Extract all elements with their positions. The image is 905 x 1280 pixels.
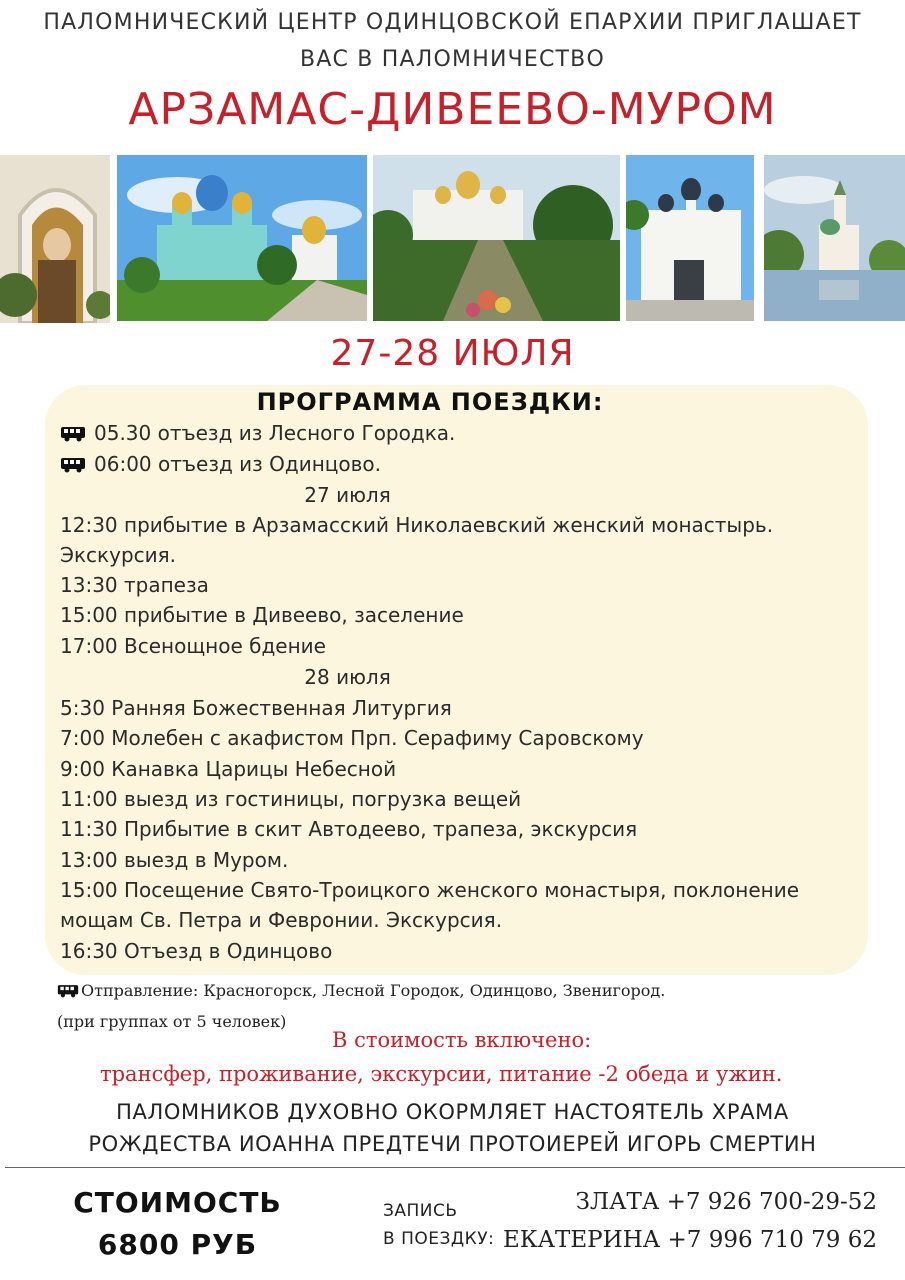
program-item: 17:00 Всенощное бдение [60, 634, 326, 658]
bus-icon [57, 983, 79, 1002]
program-item: Экскурсия. [60, 543, 177, 567]
departure-points-text: Отправление: Красногорск, Лесной Городок, Одинцово, Звенигород. [81, 981, 666, 1000]
contact-phone[interactable]: ЕКАТЕРИНА +7 996 710 79 62 [503, 1227, 877, 1253]
signup-label-1: ЗАПИСЬ [383, 1201, 458, 1221]
group-note: (при группах от 5 человек) [57, 1012, 287, 1031]
bus-icon [60, 454, 86, 478]
program-item: 13:30 трапеза [60, 573, 209, 597]
church-by-lake-photo [764, 155, 905, 321]
program-item: 11:30 Прибытие в скит Автодеево, трапеза, экскурсия [60, 817, 638, 841]
price-label: СТОИМОСТЬ [73, 1186, 282, 1219]
route-title: АРЗАМАС-ДИВЕЕВО-МУРОМ [128, 84, 777, 135]
included-text: трансфер, проживание, экскурсии, питание -2 обеда и ужин. [100, 1062, 783, 1086]
departure-points [57, 981, 665, 1002]
icon-shrine-photo [0, 155, 110, 323]
departure-2-text: 06:00 отъезд из Одинцово. [94, 452, 382, 476]
price-value: 6800 РУБ [97, 1228, 258, 1261]
header-line-2: ВАС В ПАЛОМНИЧЕСТВО [299, 47, 605, 72]
departure-1-text: 05.30 отъезд из Лесного Городка. [94, 421, 456, 445]
program-item: 7:00 Молебен с акафистом Прп. Серафиму Саровскому [60, 726, 644, 750]
program-departure-2 [60, 452, 860, 478]
trip-dates: 27-28 ИЮЛЯ [330, 333, 575, 374]
bus-icon [60, 423, 86, 447]
day-2-heading: 28 июля [304, 665, 391, 689]
signup-label-2: В ПОЕЗДКУ: [383, 1229, 495, 1249]
program-item: 15:00 прибытие в Дивеево, заселение [60, 603, 464, 627]
included-title: В стоимость включено: [332, 1028, 592, 1052]
day-1-heading: 27 июля [304, 483, 391, 507]
program-title: ПРОГРАММА ПОЕЗДКИ: [256, 388, 604, 416]
program-item: 12:30 прибытие в Арзамасский Николаевский женский монастырь. [60, 513, 774, 537]
program-item: 13:00 выезд в Муром. [60, 848, 289, 872]
program-item: 5:30 Ранняя Божественная Литургия [60, 696, 452, 720]
program-item: 16:30 Отъезд в Одинцово [60, 939, 333, 963]
contact-phone[interactable]: ЗЛАТА +7 926 700-29-52 [575, 1189, 877, 1215]
spiritual-line-1: ПАЛОМНИКОВ ДУХОВНО ОКОРМЛЯЕТ НАСТОЯТЕЛЬ ХРАМА [116, 1100, 789, 1124]
footer-divider [5, 1167, 905, 1168]
spiritual-line-2: РОЖДЕСТВА ИОАННА ПРЕДТЕЧИ ПРОТОИЕРЕЙ ИГОРЬ СМЕРТИН [88, 1132, 817, 1156]
diveevo-cathedral-photo [117, 155, 367, 321]
program-item: 9:00 Канавка Царицы Небесной [60, 757, 397, 781]
murom-monastery-photo [626, 155, 754, 321]
program-departure-1 [60, 421, 860, 447]
program-item: 11:00 выезд из гостиницы, погрузка вещей [60, 787, 522, 811]
program-item: 15:00 Посещение Свято-Троицкого женского монастыря, поклонение [60, 878, 800, 902]
diveevo-canal-photo [373, 155, 620, 321]
program-item: мощам Св. Петра и Февронии. Экскурсия. [60, 908, 503, 932]
header-line-1: ПАЛОМНИЧЕСКИЙ ЦЕНТР ОДИНЦОВСКОЙ ЕПАРХИИ ПРИГЛАШАЕТ [43, 10, 862, 35]
